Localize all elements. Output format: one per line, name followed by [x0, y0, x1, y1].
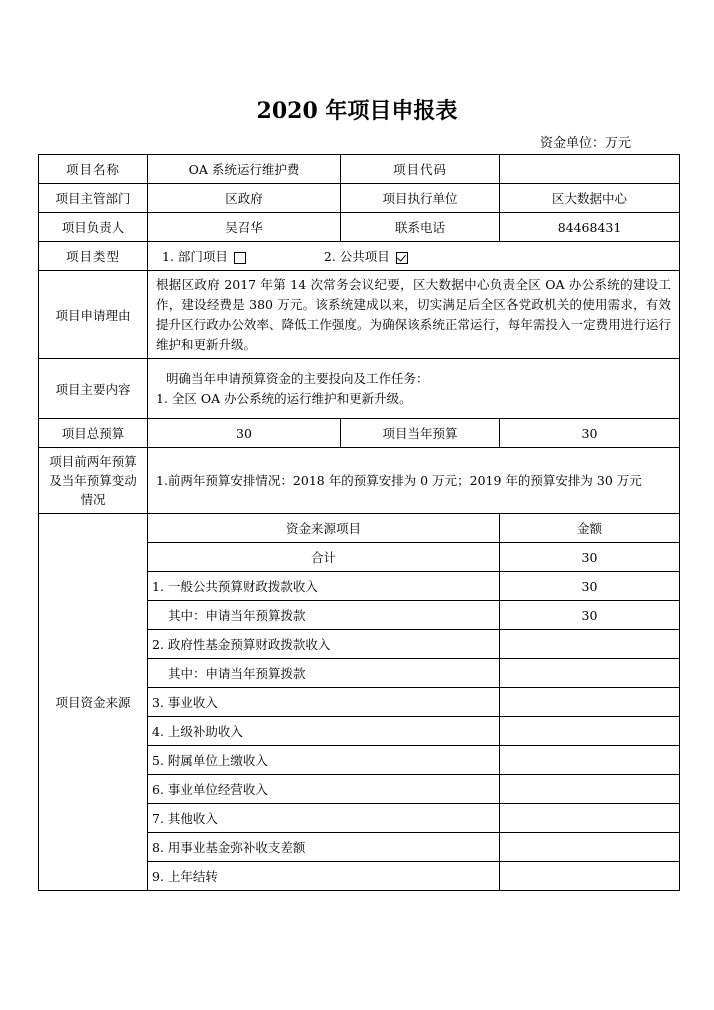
leader-value: 吴召华 [148, 213, 341, 242]
year-budget-label: 项目当年预算 [341, 419, 500, 448]
funding-row-amount [500, 862, 680, 891]
project-name-label: 项目名称 [39, 155, 148, 184]
content-cell [148, 359, 680, 419]
project-code-value [500, 155, 680, 184]
exec-unit-label: 项目执行单位 [341, 184, 500, 213]
funding-row-amount [500, 688, 680, 717]
type-option-dept: 1. 部门项目 [162, 249, 228, 264]
funding-source-label: 项目资金来源 [39, 514, 148, 891]
prev-budget-text: 1.前两年预算安排情况：2018 年的预算安排为 0 万元；2019 年的预算安排为 30 万元 [148, 448, 680, 514]
funding-row-amount: 30 [500, 601, 680, 630]
checkbox-public-project[interactable] [396, 252, 408, 264]
content-line-1: 明确当年申请预算资金的主要投向及工作任务： [166, 370, 429, 386]
prev-budget-label: 项目前两年预算及当年预算变动情况 [39, 448, 148, 514]
type-label: 项目类型 [39, 242, 148, 271]
total-budget-value: 30 [148, 419, 341, 448]
exec-unit-value: 区大数据中心 [500, 184, 680, 213]
funding-col-amount-header: 金额 [500, 514, 680, 543]
funding-row-amount [500, 804, 680, 833]
project-application-table [38, 154, 680, 891]
currency-unit: 资金单位：万元 [540, 136, 632, 151]
funding-row-amount [500, 630, 680, 659]
funding-row-label: 1. 一般公共预算财政拨款收入 [148, 572, 500, 601]
phone-value: 84468431 [500, 213, 680, 242]
funding-row-label: 8. 用事业基金弥补收支差额 [148, 833, 500, 862]
leader-label: 项目负责人 [39, 213, 148, 242]
funding-row-label: 其中：申请当年预算拨款 [148, 601, 500, 630]
funding-col-source-header: 资金来源项目 [148, 514, 500, 543]
funding-row-label: 合计 [148, 543, 500, 572]
project-code-label: 项目代码 [341, 155, 500, 184]
funding-row-label: 其中：申请当年预算拨款 [148, 659, 500, 688]
funding-row-amount: 30 [500, 572, 680, 601]
checkbox-dept-project[interactable] [234, 252, 246, 264]
funding-row-label: 9. 上年结转 [148, 862, 500, 891]
phone-label: 联系电话 [341, 213, 500, 242]
reason-label: 项目申请理由 [39, 271, 148, 359]
funding-row-amount [500, 659, 680, 688]
reason-text: 根据区政府 2017 年第 14 次常务会议纪要，区大数据中心负责全区 OA 办公系统的建设工作，建设经费是 380 万元。该系统建成以来，切实满足后全区各党政机关的使用需求，有效提升区行政办公效率、降低工作强度。为确保该系统正常运行，每年需投入一定费用进行运行维护和更新升级。 [148, 271, 680, 359]
content-label: 项目主要内容 [39, 359, 148, 419]
funding-row-label: 6. 事业单位经营收入 [148, 775, 500, 804]
dept-label: 项目主管部门 [39, 184, 148, 213]
type-option-public: 2. 公共项目 [323, 249, 390, 264]
project-name-value: OA 系统运行维护费 [148, 155, 341, 184]
funding-row-label: 7. 其他收入 [148, 804, 500, 833]
page-title: 2020 年项目申报表 [256, 98, 458, 124]
funding-row-label: 3. 事业收入 [148, 688, 500, 717]
year-budget-value: 30 [500, 419, 680, 448]
funding-row-amount [500, 746, 680, 775]
funding-row-amount [500, 717, 680, 746]
funding-row-amount [500, 833, 680, 862]
dept-value: 区政府 [148, 184, 341, 213]
funding-row-label: 4. 上级补助收入 [148, 717, 500, 746]
funding-row-amount [500, 775, 680, 804]
content-line-2: 1. 全区 OA 办公系统的运行维护和更新升级。 [156, 390, 412, 406]
funding-row-label: 5. 附属单位上缴收入 [148, 746, 500, 775]
funding-row-amount: 30 [500, 543, 680, 572]
total-budget-label: 项目总预算 [39, 419, 148, 448]
funding-row-label: 2. 政府性基金预算财政拨款收入 [148, 630, 500, 659]
type-options [148, 242, 680, 271]
